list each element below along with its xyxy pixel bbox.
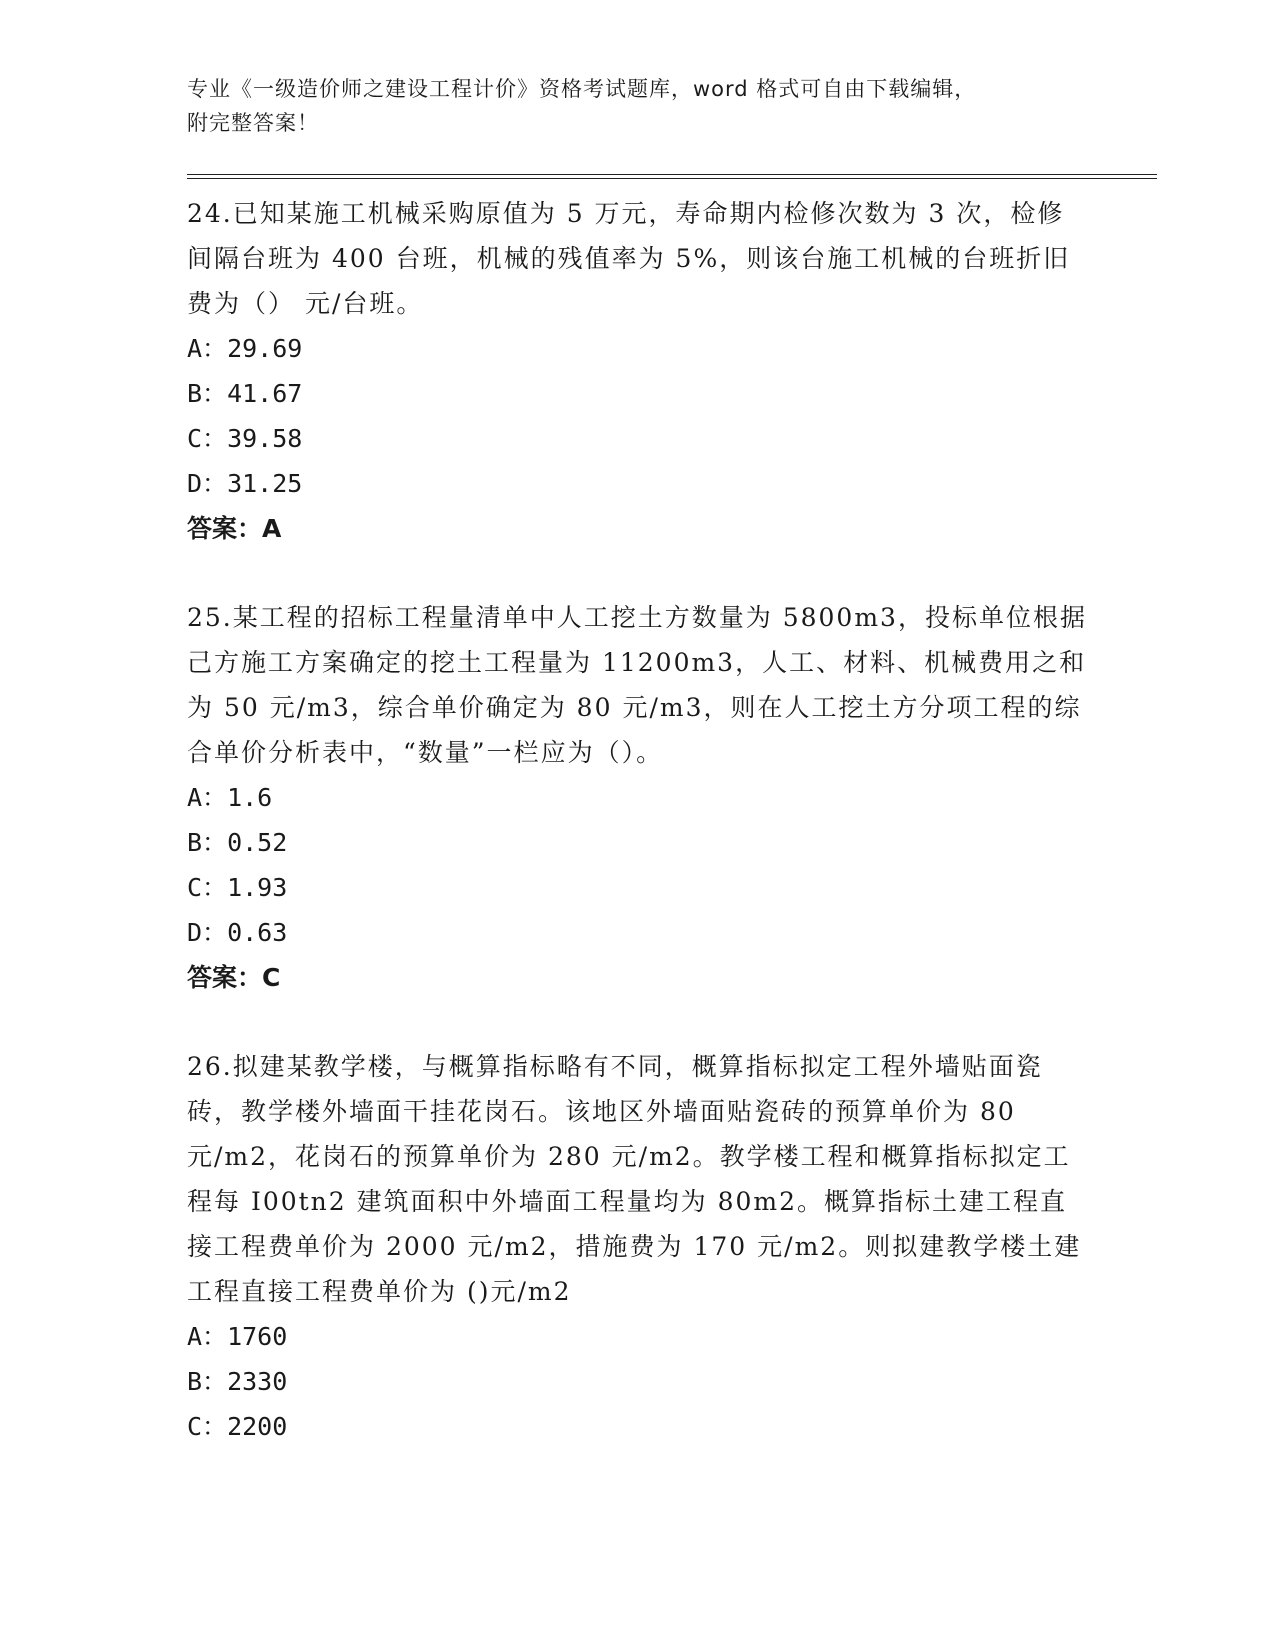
option-letter: B： — [187, 828, 228, 857]
option-d — [187, 910, 1157, 955]
option-c — [187, 865, 1157, 910]
option-value: 0.52 — [227, 828, 288, 857]
question-stem: 25.某工程的招标工程量清单中人工挖土方数量为 5800m3，投标单位根据己方施工方案确定的挖土工程量为 11200m3，人工、材料、机械费用之和为 50 元/m3，综合单价确定为 80 元/m3，则在人工挖土方分项工程的综合单价分析表中，“数量”一栏应为（）。 — [187, 603, 1087, 767]
option-c — [187, 1404, 1157, 1449]
document-page — [187, 72, 1157, 1449]
option-b — [187, 371, 1157, 416]
question-stem: 26.拟建某教学楼，与概算指标略有不同，概算指标拟定工程外墙贴面瓷砖，教学楼外墙面干挂花岗石。该地区外墙面贴瓷砖的预算单价为 80 元/m2，花岗石的预算单价为 280 元/m2。教学楼工程和概算指标拟定工程每 I00tn2 建筑面积中外墙面工程量均为 80m2。概算指标土建工程直接工程费单价为 2000 元/m2，措施费为 170 元/m2。则拟建教学楼土建工程直接工程费单价为 ()元/m2 — [187, 1052, 1082, 1306]
option-letter: A： — [187, 1322, 228, 1351]
option-value: 1760 — [227, 1322, 288, 1351]
option-letter: D： — [187, 918, 228, 947]
header-line-1: 专业《一级造价师之建设工程计价》资格考试题库，word 格式可自由下载编辑， — [187, 77, 977, 101]
option-letter: C： — [187, 1412, 228, 1441]
option-letter: D： — [187, 469, 228, 498]
option-value: 29.69 — [227, 334, 303, 363]
header-line-2: 附完整答案！ — [187, 111, 319, 135]
question-25 — [187, 595, 1157, 1000]
option-b — [187, 820, 1157, 865]
option-a — [187, 1314, 1157, 1359]
question-stem: 24.已知某施工机械采购原值为 5 万元，寿命期内检修次数为 3 次，检修间隔台班为 400 台班，机械的残值率为 5%，则该台施工机械的台班折旧费为（） 元/台班。 — [187, 199, 1071, 318]
option-letter: C： — [187, 873, 228, 902]
option-a — [187, 775, 1157, 820]
option-b — [187, 1359, 1157, 1404]
option-c — [187, 416, 1157, 461]
document-header — [187, 72, 1157, 140]
header-divider — [187, 174, 1157, 179]
question-24 — [187, 191, 1157, 551]
option-letter: B： — [187, 379, 228, 408]
option-letter: A： — [187, 783, 228, 812]
option-value: 2200 — [227, 1412, 288, 1441]
option-a — [187, 326, 1157, 371]
option-letter: B： — [187, 1367, 228, 1396]
option-value: 0.63 — [227, 918, 288, 947]
option-value: 41.67 — [227, 379, 303, 408]
answer-line: 答案：C — [187, 963, 281, 992]
option-letter: C： — [187, 424, 228, 453]
option-value: 1.6 — [227, 783, 273, 812]
option-value: 2330 — [227, 1367, 288, 1396]
option-value: 39.58 — [227, 424, 303, 453]
question-26 — [187, 1044, 1157, 1449]
option-value: 31.25 — [227, 469, 303, 498]
answer-line: 答案：A — [187, 514, 282, 543]
option-d — [187, 461, 1157, 506]
option-letter: A： — [187, 334, 228, 363]
option-value: 1.93 — [227, 873, 288, 902]
